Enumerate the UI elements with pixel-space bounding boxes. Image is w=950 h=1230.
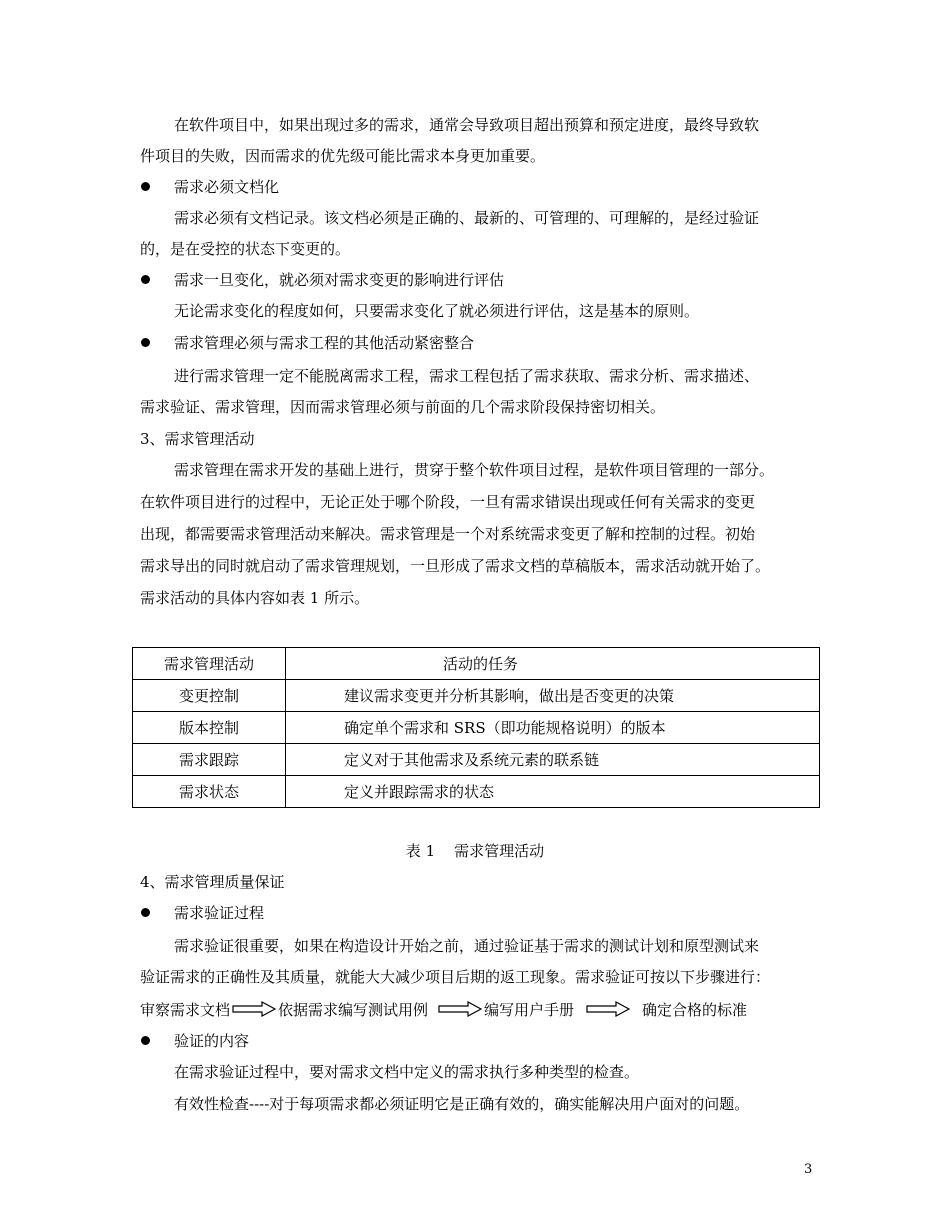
table-cell: 变更控制: [133, 680, 286, 712]
bullet-heading: 需求验证过程: [174, 904, 265, 922]
paragraph-text: 需求管理在需求开发的基础上进行，贯穿于整个软件项目过程，是软件项目管理的一部分。: [174, 461, 775, 479]
flow-step: 编写用户手册: [484, 1000, 575, 1019]
paragraph-text: 在软件项目中，如果出现过多的需求，通常会导致项目超出预算和预定进度，最终导致软: [174, 116, 760, 134]
table-row: [133, 680, 820, 712]
paragraph-text: 件项目的失败，因而需求的优先级可能比需求本身更加重要。: [140, 147, 546, 165]
verification-flow: [140, 998, 747, 1020]
requirements-table: [132, 647, 820, 808]
table-caption: 表 1 需求管理活动: [405, 842, 545, 860]
table-cell: 需求跟踪: [133, 744, 286, 776]
section-heading: 3、需求管理活动: [140, 430, 255, 448]
paragraph-text: 需求验证很重要，如果在构造设计开始之前，通过验证基于需求的测试计划和原型测试来: [174, 937, 760, 955]
page-number: 3: [804, 1162, 813, 1177]
paragraph-text: 出现，都需要需求管理活动来解决。需求管理是一个对系统需求变更了解和控制的过程。初始: [140, 525, 756, 543]
table-header-row: [133, 648, 820, 680]
table-cell: 定义对于其他需求及系统元素的联系链: [286, 744, 820, 776]
paragraph-text: 需求必须有文档记录。该文档必须是正确的、最新的、可管理的、可理解的，是经过验证: [174, 209, 760, 227]
table-row: [133, 744, 820, 776]
flow-step: 确定合格的标准: [642, 1000, 748, 1019]
table-row: [133, 776, 820, 808]
flow-step: 审察需求文档: [140, 1000, 231, 1019]
table-header-cell: 活动的任务: [286, 648, 820, 680]
flow-step: 依据需求编写测试用例: [278, 1000, 429, 1019]
paragraph-text: 在需求验证过程中，要对需求文档中定义的需求执行多种类型的检查。: [174, 1063, 640, 1081]
arrow-right-icon: [232, 1001, 276, 1017]
bullet-heading: 验证的内容: [174, 1032, 250, 1050]
paragraph-text: 需求活动的具体内容如表 1 所示。: [140, 589, 370, 607]
bullet-icon: [141, 908, 150, 917]
paragraph-text: 需求验证、需求管理，因而需求管理必须与前面的几个需求阶段保持密切相关。: [140, 398, 666, 416]
table-row: [133, 712, 820, 744]
table-cell: 确定单个需求和 SRS（即功能规格说明）的版本: [286, 712, 820, 744]
bullet-icon: [141, 1036, 150, 1045]
bullet-icon: [141, 182, 150, 191]
table-cell: 需求状态: [133, 776, 286, 808]
table-cell: 定义并跟踪需求的状态: [286, 776, 820, 808]
bullet-icon: [141, 275, 150, 284]
bullet-heading: 需求一旦变化，就必须对需求变更的影响进行评估: [174, 271, 505, 289]
bullet-heading: 需求管理必须与需求工程的其他活动紧密整合: [174, 334, 475, 352]
arrow-right-icon: [586, 1001, 630, 1017]
paragraph-text: 无论需求变化的程度如何，只要需求变化了就必须进行评估，这是基本的原则。: [174, 302, 700, 320]
paragraph-text: 需求导出的同时就启动了需求管理规划，一旦形成了需求文档的草稿版本，需求活动就开始了。: [140, 557, 771, 575]
paragraph-text: 有效性检查----对于每项需求都必须证明它是正确有效的，确实能解决用户面对的问题。: [174, 1095, 750, 1113]
bullet-heading: 需求必须文档化: [174, 178, 280, 196]
paragraph-text: 在软件项目进行的过程中，无论正处于哪个阶段，一旦有需求错误出现或任何有关需求的变更: [140, 493, 756, 511]
paragraph-text: 验证需求的正确性及其质量，就能大大减少项目后期的返工现象。需求验证可按以下步骤进行：: [140, 968, 771, 986]
table-cell: 建议需求变更并分析其影响，做出是否变更的决策: [286, 680, 820, 712]
table-header-cell: 需求管理活动: [133, 648, 286, 680]
section-heading: 4、需求管理质量保证: [140, 873, 285, 891]
bullet-icon: [141, 338, 150, 347]
paragraph-text: 进行需求管理一定不能脱离需求工程，需求工程包括了需求获取、需求分析、需求描述、: [174, 367, 760, 385]
arrow-right-icon: [438, 1001, 482, 1017]
table-cell: 版本控制: [133, 712, 286, 744]
paragraph-text: 的，是在受控的状态下变更的。: [140, 240, 351, 258]
